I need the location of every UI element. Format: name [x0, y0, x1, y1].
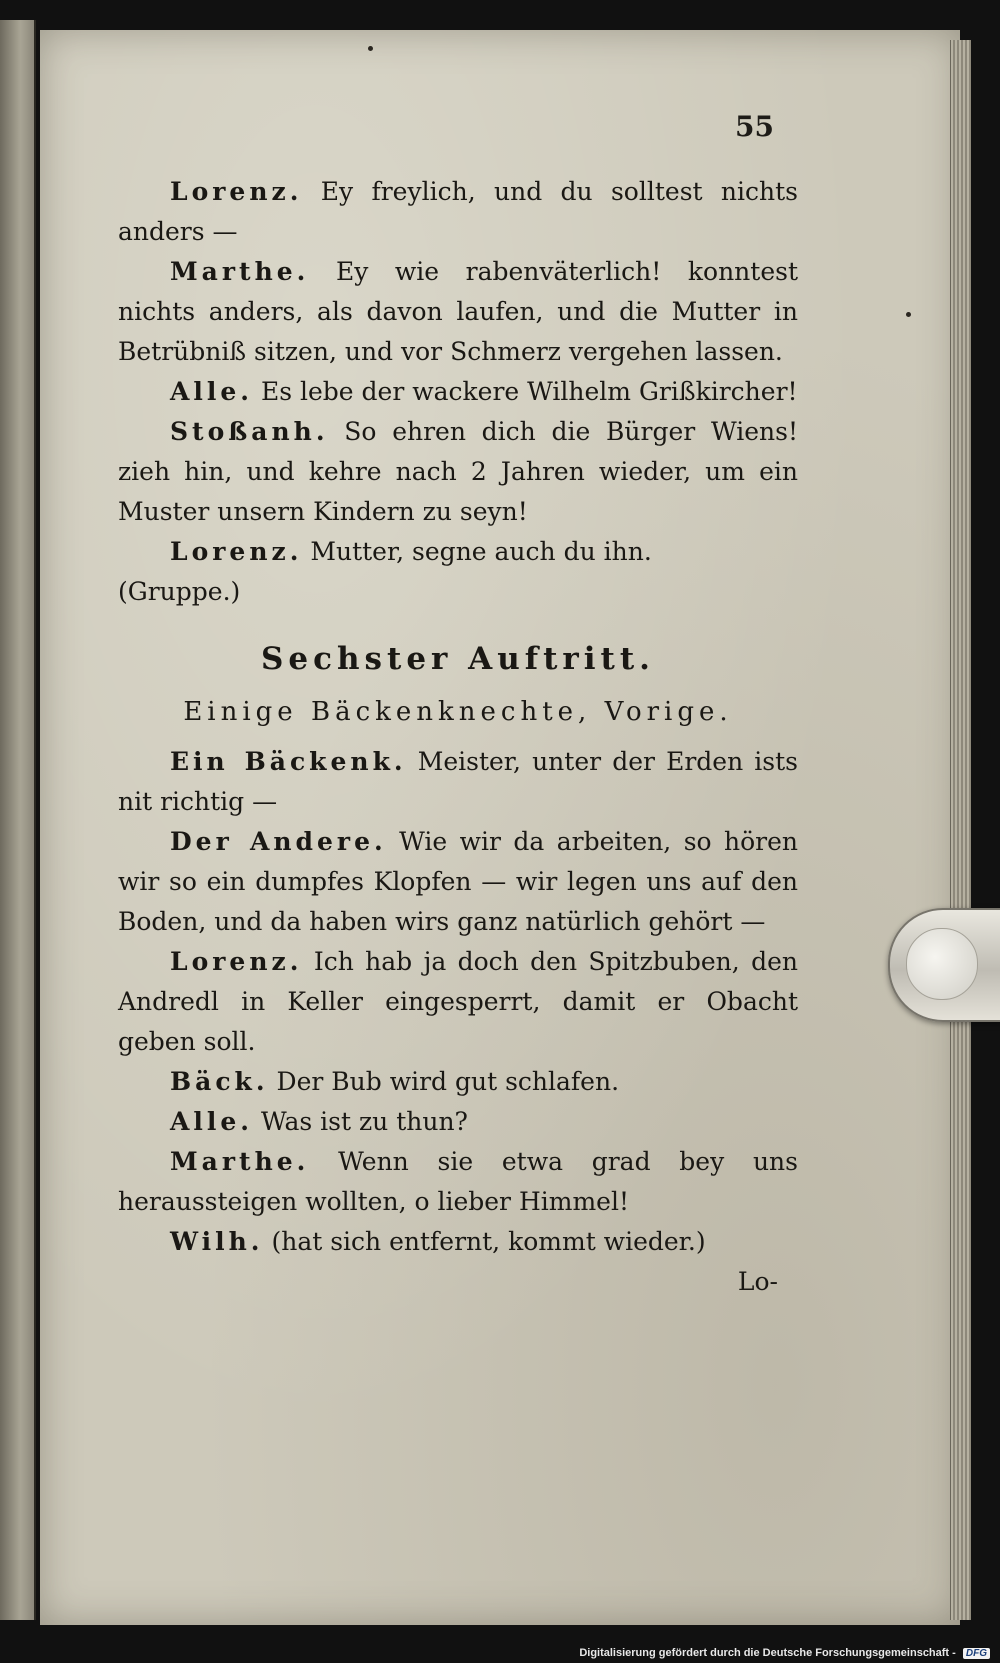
dialogue-line	[118, 742, 798, 822]
scene-heading: Sechster Auftritt.	[261, 641, 655, 677]
dialogue-line	[118, 1222, 798, 1262]
dialogue-line	[118, 1102, 798, 1142]
speaker-name: Wilh.	[170, 1227, 264, 1256]
speaker-name: Ein Bäckenk.	[170, 747, 407, 776]
dialogue-text: Der Bub wird gut schlafen.	[276, 1067, 620, 1096]
page-text	[118, 172, 798, 1302]
speaker-name: Alle.	[170, 1107, 254, 1136]
dialogue-line	[118, 822, 798, 942]
page-clip-tab	[888, 908, 1000, 1022]
dialogue-text: Wenn sie etwa grad bey uns heraussteigen wollten, o lieber Himmel!	[118, 1147, 798, 1216]
speaker-name: Der Andere.	[170, 827, 387, 856]
speaker-name: Marthe.	[170, 257, 310, 286]
dialogue-line	[118, 532, 798, 572]
stage-direction: (Gruppe.)	[118, 577, 241, 606]
dialogue-line	[118, 942, 798, 1062]
dialogue-line	[118, 1142, 798, 1222]
speaker-name: Lorenz.	[170, 537, 303, 566]
footer-credit-text: Digitalisierung gefördert durch die Deutsche Forschungsgemeinschaft -	[579, 1647, 956, 1659]
dialogue-text: Was ist zu thun?	[260, 1107, 468, 1136]
speaker-name: Bäck.	[170, 1067, 269, 1096]
page-clip-circle	[906, 928, 978, 1000]
paper-speck	[906, 312, 911, 317]
dialogue-text: Ey wie rabenväterlich! konntest nichts anders, als davon laufen, und die Mutter in Betrübniß sitzen, und vor Schmerz vergehen lassen.	[118, 257, 798, 366]
dialogue-text: Ey freylich, und du solltest nichts anders —	[118, 177, 798, 246]
speaker-name: Lorenz.	[170, 177, 303, 206]
speaker-name: Stoßanh.	[170, 417, 329, 446]
speaker-name: Lorenz.	[170, 947, 303, 976]
scene-persons: Einige Bäckenknechte, Vorige.	[183, 697, 733, 727]
dialogue-line	[118, 172, 798, 252]
page-stack-edge	[950, 40, 971, 1620]
dialogue-text: Meister, unter der Erden ists nit richtig —	[118, 747, 798, 816]
dialogue-text: Mutter, segne auch du ihn.	[310, 537, 652, 566]
speaker-name: Marthe.	[170, 1147, 310, 1176]
dialogue-text: (hat sich entfernt, kommt wieder.)	[271, 1227, 706, 1256]
dialogue-text: Es lebe der wackere Wilhelm Grißkircher!	[260, 377, 798, 406]
dialogue-line	[118, 412, 798, 532]
dfg-logo: DFG	[963, 1648, 990, 1659]
dialogue-text: Wie wir da arbeiten, so hören wir so ein dumpfes Klopfen — wir legen uns auf den Boden, und da haben wirs ganz natürlich gehört —	[118, 827, 798, 936]
dialogue-text: Ich hab ja doch den Spitzbuben, den Andredl in Keller eingesperrt, damit er Obacht geben soll.	[118, 947, 798, 1056]
footer-credit	[579, 1647, 990, 1659]
page-number: 55	[735, 110, 774, 143]
catchword: Lo-	[737, 1267, 778, 1296]
paper-speck	[368, 46, 373, 51]
dialogue-line	[118, 372, 798, 412]
dialogue-line	[118, 252, 798, 372]
dialogue-text: So ehren dich die Bürger Wiens! zieh hin, und kehre nach 2 Jahren wieder, um ein Muster unsern Kindern zu seyn!	[118, 417, 798, 526]
left-page-edge	[0, 20, 36, 1620]
dialogue-line	[118, 1062, 798, 1102]
speaker-name: Alle.	[170, 377, 254, 406]
